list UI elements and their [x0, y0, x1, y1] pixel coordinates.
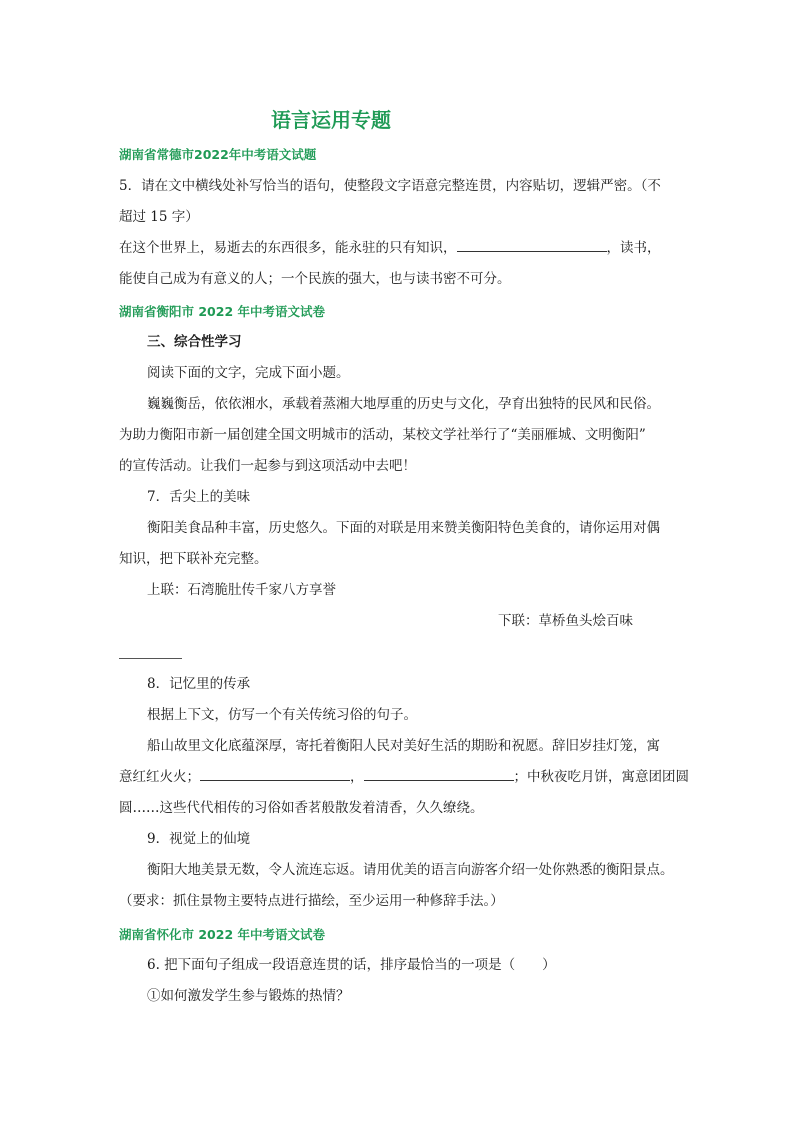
section-source-huaihua: 湖南省怀化市 2022 年中考语文试卷	[119, 927, 325, 942]
question-7-title: 7．舌尖上的美味	[147, 489, 251, 505]
reading-intro: 阅读下面的文字，完成下面小题。	[147, 365, 350, 381]
section-heading: 三、综合性学习	[147, 334, 242, 350]
question-9-line-1: 衡阳大地美景无数，令人流连忘返。请用优美的语言向游客介绍一处你熟悉的衡阳景点。	[147, 862, 674, 878]
couplet-upper: 上联：石湾脆肚传千家八方享誉	[147, 582, 336, 598]
question-7-line-2: 知识，把下联补充完整。	[119, 551, 268, 567]
question-9-line-2: （要求：抓住景物主要特点进行描绘，至少运用一种修辞手法。）	[119, 893, 504, 909]
page-title: 语言运用专题	[271, 108, 391, 132]
question-8-line-4: 圆……这些代代相传的习俗如香茗般散发着清香，久久缭绕。	[119, 800, 484, 816]
question-8-line-1: 根据上下文，仿写一个有关传统习俗的句子。	[147, 707, 417, 723]
section-source-changde: 湖南省常德市2022年中考语文试题	[119, 147, 317, 162]
question-7-line-1: 衡阳美食品种丰富，历史悠久。下面的对联是用来赞美衡阳特色美食的，请你运用对偶	[147, 520, 660, 536]
couplet-lower: 下联：草桥鱼头烩百味	[498, 613, 633, 629]
question-8-text-a: 意红红火火；	[119, 769, 200, 785]
question-5-text-a: 在这个世界上，易逝去的东西很多，能永驻的只有知识，	[119, 240, 457, 256]
question-5-line-1: 5．请在文中横线处补写恰当的语句，使整段文字语意完整连贯，内容贴切，逻辑严密。（不	[119, 178, 661, 194]
question-8-line-3	[119, 768, 689, 786]
question-9-title: 9．视觉上的仙境	[147, 831, 251, 847]
question-5-text-b: ，读书，	[606, 240, 661, 256]
answer-blank[interactable]	[457, 239, 607, 252]
question-6: 6. 把下面句子组成一段语意连贯的话，排序最恰当的一项是（ ）	[147, 957, 556, 973]
answer-blank[interactable]	[119, 658, 182, 659]
question-8-line-2: 船山故里文化底蕴深厚，寄托着衡阳人民对美好生活的期盼和祝愿。辞旧岁挂灯笼，寓	[147, 738, 660, 754]
passage-line-1: 巍巍衡岳，依依湘水，承载着蒸湘大地厚重的历史与文化，孕育出独特的民风和民俗。	[147, 396, 660, 412]
question-5-line-4: 能使自己成为有意义的人；一个民族的强大，也与读书密不可分。	[119, 271, 511, 287]
question-8-text-b: ，	[350, 769, 364, 785]
question-8-title: 8．记忆里的传承	[147, 676, 251, 692]
question-5-line-3	[119, 239, 661, 257]
question-5-line-2: 超过 15 字）	[119, 209, 199, 225]
option-1: ①如何激发学生参与锻炼的热情？	[147, 988, 350, 1004]
passage-line-2: 为助力衡阳市新一届创建全国文明城市的活动，某校文学社举行了“美丽雁城、文明衡阳”	[119, 427, 646, 443]
question-8-text-c: ；中秋夜吃月饼，寓意团团圆	[513, 769, 689, 785]
answer-blank[interactable]	[200, 768, 350, 781]
answer-blank[interactable]	[364, 768, 514, 781]
passage-line-3: 的宣传活动。让我们一起参与到这项活动中去吧！	[119, 458, 416, 474]
section-source-hengyang: 湖南省衡阳市 2022 年中考语文试卷	[119, 304, 325, 319]
